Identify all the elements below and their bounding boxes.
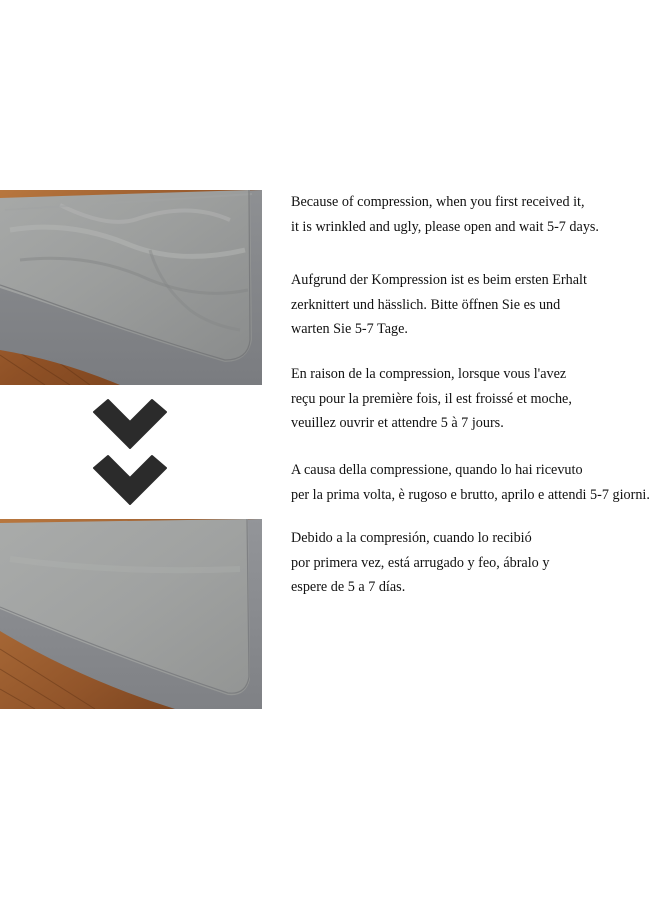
smooth-mat-illustration <box>0 519 262 709</box>
english-line-2: it is wrinkled and ugly, please open and wait 5-7 days. <box>291 218 599 235</box>
italian-line-1: A causa della compressione, quando lo hai ricevuto <box>291 462 583 478</box>
german-line-3: warten Sie 5-7 Tage. <box>291 321 408 337</box>
italian-line-2: per la prima volta, è rugoso e brutto, aprilo e attendi 5-7 giorni. <box>291 486 650 503</box>
smooth-mat-photo <box>0 519 262 709</box>
spanish-line-2: por primera vez, está arrugado y feo, ábralo y <box>291 554 550 571</box>
instructions-french <box>291 362 656 436</box>
english-line-1: Because of compression, when you first received it, <box>291 194 585 210</box>
double-chevron-down-icon <box>90 398 170 510</box>
french-line-3: veuillez ouvrir et attendre 5 à 7 jours. <box>291 415 504 431</box>
instructions-english <box>291 190 656 239</box>
german-line-1: Aufgrund der Kompression ist es beim ersten Erhalt <box>291 272 587 288</box>
instructions-spanish <box>291 526 656 600</box>
wrinkled-mat-illustration <box>0 190 262 385</box>
french-line-1: En raison de la compression, lorsque vous l'avez <box>291 366 567 382</box>
german-line-2: zerknittert und hässlich. Bitte öffnen Sie es und <box>291 296 561 313</box>
chevron-lower <box>94 456 166 504</box>
french-line-2: reçu pour la première fois, il est froissé et moche, <box>291 390 572 407</box>
chevron-upper <box>94 400 166 448</box>
instructions-german <box>291 268 656 342</box>
wrinkled-mat-photo <box>0 190 262 385</box>
spanish-line-1: Debido a la compresión, cuando lo recibió <box>291 530 532 546</box>
instructions-italian <box>291 458 656 507</box>
spanish-line-3: espere de 5 a 7 días. <box>291 579 406 595</box>
